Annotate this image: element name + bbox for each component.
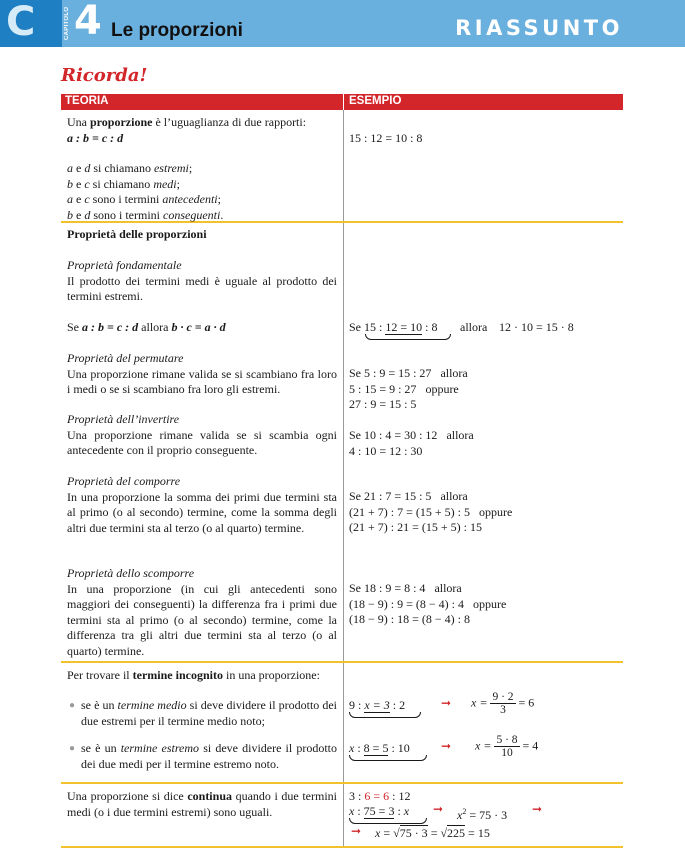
unknown-term-intro: Per trovare il termine incognito in una proporzione: [67, 668, 320, 682]
chapter-banner [0, 0, 685, 47]
section-label: RIASSUNTO [455, 16, 623, 40]
arrow-icon: ➞ [441, 696, 452, 710]
table-row-unknown-term [61, 663, 623, 784]
property-permute: Proprietà del permutare Una proporzione rimane valida se si scambiano fra loro i medi o se si scambiano fra loro gli estremi. [67, 351, 337, 396]
summary-table [61, 94, 623, 848]
property-invert: Proprietà dell’invertire Una proporzione rimane valida se si scambia ogni antecedente con il proprio conseguente. [67, 412, 337, 457]
chapter-letter: C [6, 0, 36, 45]
chapter-number: 4 [74, 0, 102, 44]
extremes-brace [365, 334, 451, 340]
bullet-middle: ● [69, 700, 76, 711]
continuous-proportion-example: 3 : 6 = 6 : 12 x : 75 = 3 : x ➞ $x^2 = 75 \cdot 3$ ➞ ➞ x = √75 · 3 = √225 = 15 [349, 789, 543, 840]
property-fundamental-formula: Se a : b = c : d allora b · c = a · d [67, 320, 226, 334]
col-header-esempio: ESEMPIO [349, 95, 402, 107]
property-decompose-example: Se 18 : 9 = 8 : 4 allora (18 − 9) : 9 = (8 − 4) : 4 oppure (18 − 9) : 18 = (8 − 4) : 8 [349, 581, 507, 626]
arrow-icon: ➞ [532, 802, 543, 816]
arrow-icon: ➞ [441, 739, 452, 753]
arrow-icon: ➞ [351, 824, 362, 838]
property-permute-example: Se 5 : 9 = 15 : 27 allora 5 : 15 = 9 : 27 oppure 27 : 9 = 15 : 5 [349, 366, 468, 411]
table-row-continuous [61, 784, 623, 848]
property-compose-example: Se 21 : 7 = 15 : 5 allora (21 + 7) : 7 = (15 + 5) : 5 oppure (21 + 7) : 21 = (15 + 5) : 15 [349, 489, 513, 534]
unknown-extreme-example: x : 8 = 5 : 10 ➞ x = $\frac{5 \cdot 8}{10}$ = 4 [349, 734, 539, 759]
chapter-letter-box [0, 0, 62, 47]
chapter-title: Le proporzioni [111, 20, 243, 41]
property-fundamental: Proprietà fondamentale Il prodotto dei termini medi è uguale al prodotto dei termini estremi. [67, 258, 337, 303]
ricorda-heading: Ricorda! [61, 65, 148, 86]
table-row-definition [61, 110, 623, 223]
unknown-middle-example: 9 : x = 3 : 2 ➞ x = $\frac{9 \cdot 2}{3}$ = 6 [349, 691, 535, 716]
table-header [61, 94, 623, 110]
unknown-extreme-term-rule: se è un termine estremo si deve dividere il prodotto dei due medi per il termine estremo noto. [81, 741, 338, 771]
property-compose: Proprietà del comporre In una proporzione la somma dei primi due termini sta al primo (o al secondo) termine, come la somma degli altri due termini sta al terzo (o al quarto) termine. [67, 474, 337, 535]
col-header-teoria: TEORIA [65, 95, 109, 107]
definition-example: 15 : 12 = 10 : 8 [349, 131, 423, 145]
table-row-properties: Proprietà delle proporzioni Proprietà fondamentale Il prodotto dei termini medi è uguale al prodotto dei termini estremi. Se a : b = c : d allora b · c = a · d Se 15 : 12 = 10 : 8 allora 12 · 10 = 15 · 8 Proprietà del permutare Una proporzione rimane valida se si scambiano fra loro i medi o se si scambiano fra loro gli estremi. Se 5 : 9 = 15 : 27 allora 5 : 15 = 9 : 27 oppure 27 : 9 = 15 : 5 Proprietà dell’invertire Una proporzione rimane valida se si scambia ogni antecedente con il proprio conseguente. Se 10 : 4 = 30 : 12 allora 4 : 10 = 12 : 30 Proprietà del comporre In una proporzione la somma dei primi due termini sta al primo (o al secondo) termine, come la somma degli altri due termini sta al terzo (o al quarto) termine. Se 21 : 7 = 15 : 5 allora (21 + 7) : 7 = (15 + 5) : 5 oppure (21 + 7) : 21 = (15 + 5) : 15 Proprietà dello scomporre In una proporzione (in cui gli antecedenti sono maggiori dei conseguenti) la differenza fra i primi due termini sta al primo (o al secondo) termine, come la differenza tra gli altri due termini sta al terzo (o al quarto) termine. Se 18 : 9 = 8 : 4 allora (18 − 9) : 9 = (8 − 4) : 4 oppure (18 − 9) : 18 = (8 − 4) : 8 [61, 223, 623, 663]
property-decompose: Proprietà dello scomporre In una proporzione (in cui gli antecedenti sono maggiori dei conseguenti) la differenza fra i primi due termini sta al primo (o al secondo) termine, come la differenza tra gli altri due termini sta al terzo (o al quarto) termine. [67, 566, 337, 658]
bullet-extreme: ● [69, 743, 76, 754]
arrow-icon: ➞ [433, 802, 444, 816]
properties-heading: Proprietà delle proporzioni [67, 227, 207, 241]
property-invert-example: Se 10 : 4 = 30 : 12 allora 4 : 10 = 12 : 30 [349, 428, 474, 458]
definition-text: Una proporzione è l’uguaglianza di due rapporti: a : b = c : d a e d si chiamano estremi; b e c si chiamano medi; a e c sono i termini antecedenti; b e d sono i termini conseguenti. [67, 115, 307, 222]
unknown-middle-term-rule: se è un termine medio si deve dividere il prodotto dei due estremi per il termine medio noto; [81, 698, 338, 728]
chapter-word: CAPITOLO [64, 6, 70, 40]
continuous-proportion-text: Una proporzione si dice continua quando i due termini medi (o i due termini estremi) sono uguali. [67, 789, 337, 819]
proportion-formula: a : b = c : d [67, 130, 124, 145]
